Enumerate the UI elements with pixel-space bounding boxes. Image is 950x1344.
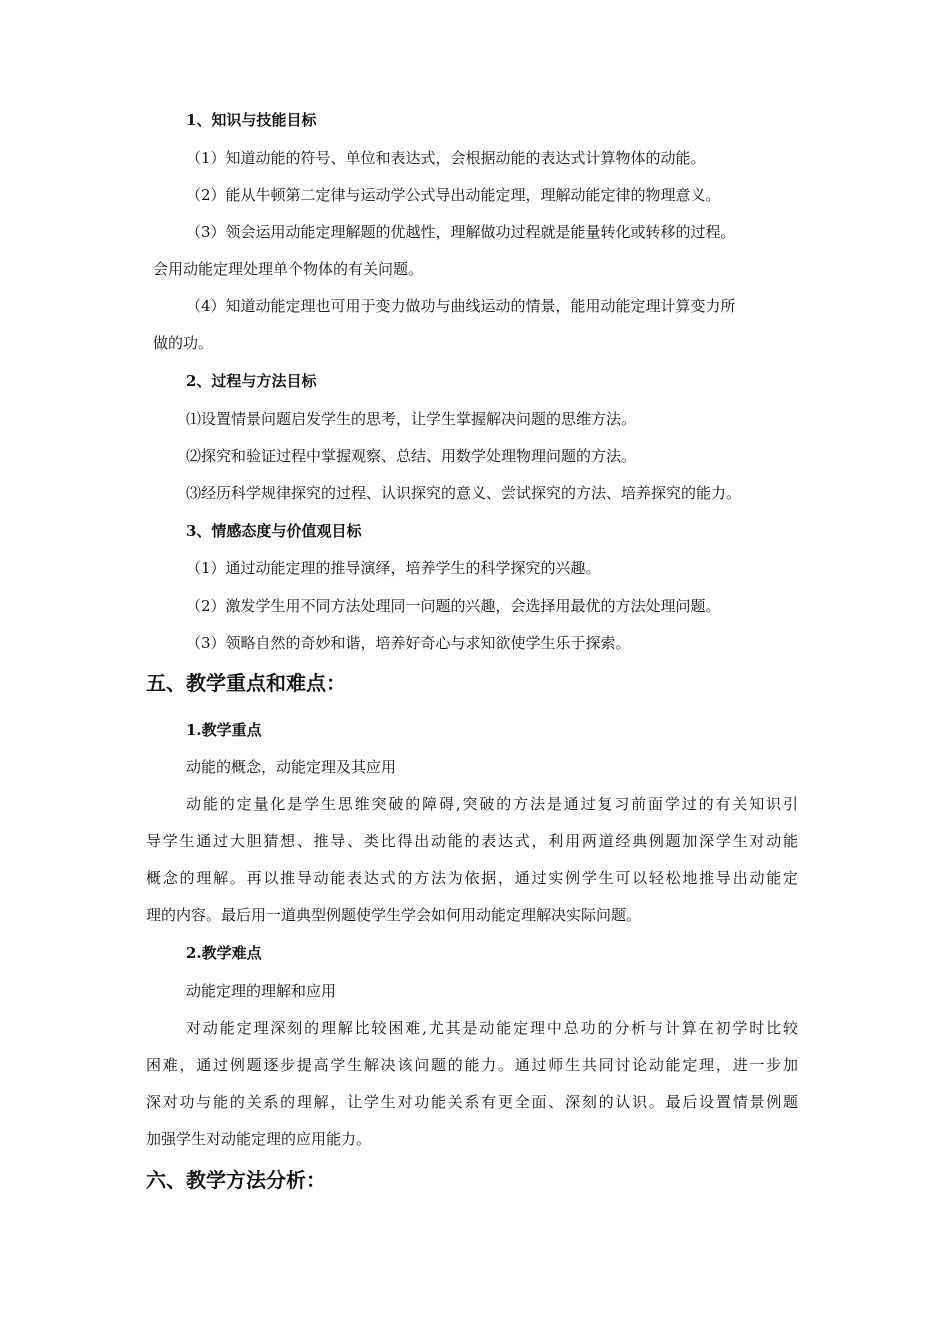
paragraph-line: 会用动能定理处理单个物体的有关问题。 bbox=[153, 260, 424, 278]
paragraph-line: 做的功。 bbox=[153, 334, 214, 352]
subheading-knowledge-skills: 1、知识与技能目标 bbox=[186, 111, 317, 129]
subheading-teaching-focus: 1.教学重点 bbox=[186, 721, 262, 739]
paragraph-line: 困难，通过例题逐步提高学生解决该问题的能力。通过师生共同讨论动能定理，进一步加 bbox=[146, 1056, 798, 1074]
paragraph-line: （2）激发学生用不同方法处理同一问题的兴趣，会选择用最优的方法处理问题。 bbox=[186, 597, 721, 615]
paragraph-line: ⑶经历科学规律探究的过程、认识探究的意义、尝试探究的方法、培养探究的能力。 bbox=[186, 484, 742, 502]
paragraph-line: 概念的理解。再以推导动能表达式的方法为依据，通过实例学生可以轻松地推导出动能定 bbox=[146, 869, 798, 887]
subheading-teaching-difficulty: 2.教学难点 bbox=[186, 944, 262, 962]
paragraph-line: ⑵探究和验证过程中掌握观察、总结、用数学处理物理问题的方法。 bbox=[186, 447, 637, 465]
paragraph-line: 动能的定量化是学生思维突破的障碍,突破的方法是通过复习前面学过的有关知识引 bbox=[186, 795, 798, 813]
paragraph-line: 动能定理的理解和应用 bbox=[186, 982, 337, 1000]
section-title-focus-difficulty: 五、教学重点和难点： bbox=[146, 671, 346, 695]
paragraph-line: （3）领略自然的奇妙和谐，培养好奇心与求知欲使学生乐于探索。 bbox=[186, 634, 631, 652]
paragraph-line: （4）知道动能定理也可用于变力做功与曲线运动的情景，能用动能定理计算变力所 bbox=[186, 297, 736, 315]
paragraph-line: 深对功与能的关系的理解，让学生对功能关系有更全面、深刻的认识。最后设置情景例题 bbox=[146, 1093, 798, 1111]
paragraph-line: 加强学生对动能定理的应用能力。 bbox=[146, 1130, 372, 1148]
paragraph-line: （2）能从牛顿第二定律与运动学公式导出动能定理，理解动能定律的物理意义。 bbox=[186, 186, 721, 204]
paragraph-line: （3）领会运用动能定理解题的优越性，理解做功过程就是能量转化或转移的过程。 bbox=[186, 223, 736, 241]
paragraph-line: （1）通过动能定理的推导演绎，培养学生的科学探究的兴趣。 bbox=[186, 559, 601, 577]
paragraph-line: 对动能定理深刻的理解比较困难,尤其是动能定理中总功的分析与计算在初学时比较 bbox=[186, 1019, 798, 1037]
paragraph-line: 导学生通过大胆猜想、推导、类比得出动能的表达式，利用两道经典例题加深学生对动能 bbox=[146, 832, 798, 850]
paragraph-line: 理的内容。最后用一道典型例题使学生学会如何用动能定理解决实际问题。 bbox=[146, 906, 642, 924]
subheading-emotions-values: 3、情感态度与价值观目标 bbox=[186, 522, 362, 540]
paragraph-line: 动能的概念，动能定理及其应用 bbox=[186, 758, 397, 776]
section-title-teaching-methods: 六、教学方法分析： bbox=[146, 1168, 326, 1192]
subheading-process-methods: 2、过程与方法目标 bbox=[186, 372, 317, 390]
paragraph-line: （1）知道动能的符号、单位和表达式，会根据动能的表达式计算物体的动能。 bbox=[186, 149, 706, 167]
paragraph-line: ⑴设置情景问题启发学生的思考，让学生掌握解决问题的思维方法。 bbox=[186, 410, 637, 428]
